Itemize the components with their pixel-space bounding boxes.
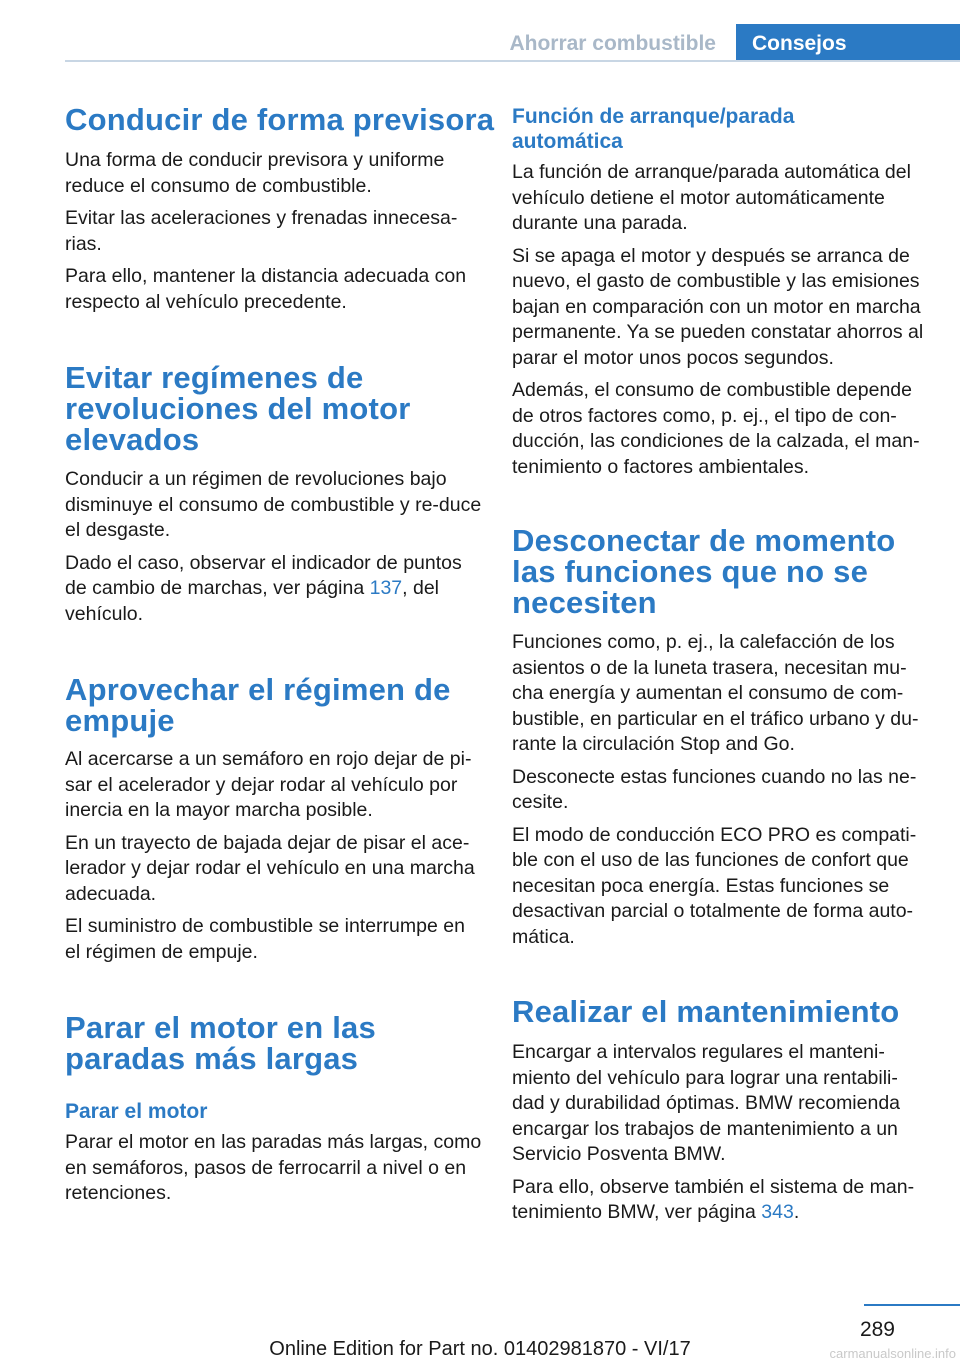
subheading-arranque-parada: Función de arranque/parada automática	[512, 105, 795, 153]
tab-chapter[interactable]: Ahorrar combustible	[509, 32, 716, 55]
paragraph: Una forma de conducir previsora y uniforme reduce el consumo de combustible.	[65, 149, 445, 197]
section-evitar-regimenes	[65, 467, 482, 634]
footer-accent-rule	[864, 1304, 960, 1306]
paragraph-text: Para ello, observe también el sistema de man‐tenimiento BMW, ver página	[512, 1175, 915, 1223]
paragraph: En un trayecto de bajada dejar de pisar el ace‐lerador y dejar rodar el vehículo en una marcha adecuada.	[65, 831, 475, 905]
page-link-137[interactable]: 137	[369, 577, 403, 599]
heading-conducir-previsora: Conducir de forma previsora	[65, 102, 495, 137]
paragraph: Desconecte estas funciones cuando no las ne‐cesite.	[512, 765, 917, 813]
subheading-parar-motor: Parar el motor	[65, 1100, 208, 1123]
paragraph-text: , del vehículo.	[65, 577, 439, 625]
paragraph: Conducir a un régimen de revoluciones bajo disminuye el consumo de combustible y re‐duce el desgaste.	[65, 468, 482, 541]
section-arranque-parada	[512, 104, 930, 487]
paragraph-text: Dado el caso, observar el indicador de puntos de cambio de marchas, ver página	[65, 551, 462, 599]
heading-evitar-regimenes: Evitar regímenes de revoluciones del motor elevados	[65, 360, 411, 457]
heading-mantenimiento: Realizar el mantenimiento	[512, 994, 900, 1029]
heading-parar-motor: Parar el motor en las paradas más largas	[65, 1010, 376, 1076]
page-link-343[interactable]: 343	[761, 1201, 794, 1223]
page-number: 289	[859, 1318, 895, 1341]
paragraph: Además, el consumo de combustible depende de otros factores como, p. ej., el tipo de con‐ducción, las condiciones de la calzada, el man‐tenimiento o factores ambientales.	[512, 379, 920, 478]
section-conducir-previsora	[65, 148, 482, 322]
paragraph: El suministro de combustible se interrumpe en el régimen de empuje.	[65, 915, 465, 963]
header-tabs	[489, 24, 960, 62]
paragraph: Para ello, mantener la distancia adecuada con respecto al vehículo precedente.	[65, 265, 467, 313]
paragraph	[65, 551, 482, 628]
section-mantenimiento	[512, 1040, 930, 1233]
heading-regimen-empuje: Aprovechar el régimen de empuje	[65, 672, 451, 738]
paragraph: Encargar a intervalos regulares el manteni‐miento del vehículo para lograr una rentabili‐dad y durabilidad óptimas. BMW recomienda encargar los trabajos de mantenimiento a un Servicio Posventa BMW.	[512, 1041, 901, 1165]
paragraph-text: .	[793, 1201, 800, 1223]
tab-section-current[interactable]: Consejos	[736, 24, 960, 62]
paragraph: Si se apaga el motor y después se arranca de nuevo, el gasto de combustible y las emisiones bajan en comparación con un motor en marcha permanente. Ya se pueden constatar ahorros al parar el motor unos pocos segundos.	[512, 244, 924, 369]
paragraph: Funciones como, p. ej., la calefacción de los asientos o de la luneta trasera, necesitan mu‐cha energía y aumentan el consumo de com‐bustible, en particular en el tráfico urbano y du‐rante la circulación Stop and Go.	[512, 631, 919, 755]
heading-desconectar-funciones: Desconectar de momento las funciones que no se necesiten	[512, 523, 896, 620]
paragraph: Parar el motor en las paradas más largas, como en semáforos, pasos de ferrocarril a nivel o en retenciones.	[65, 1131, 482, 1204]
paragraph: Al acercarse a un semáforo en rojo dejar de pi‐sar el acelerador y dejar rodar al vehículo por inercia en la mayor marcha posible.	[65, 748, 472, 821]
paragraph: La función de arranque/parada automática del vehículo detiene el motor automáticamente durante una parada.	[512, 161, 911, 234]
section-parar-motor	[65, 1099, 482, 1214]
section-desconectar-funciones	[512, 630, 930, 957]
watermark: carmanualsonline.info	[829, 1346, 956, 1361]
header-divider	[65, 60, 960, 62]
paragraph	[512, 1175, 930, 1226]
paragraph: Evitar las aceleraciones y frenadas innecesa‐rias.	[65, 207, 458, 255]
paragraph: El modo de conducción ECO PRO es compati‐ble con el uso de las funciones de confort que necesitan poca energía. Estas funciones se desactivan parcial o totalmente de forma auto‐mática.	[512, 823, 917, 948]
section-regimen-empuje	[65, 747, 482, 972]
footer-edition-text: Online Edition for Part no. 01402981870 - VI/17	[269, 1338, 691, 1360]
